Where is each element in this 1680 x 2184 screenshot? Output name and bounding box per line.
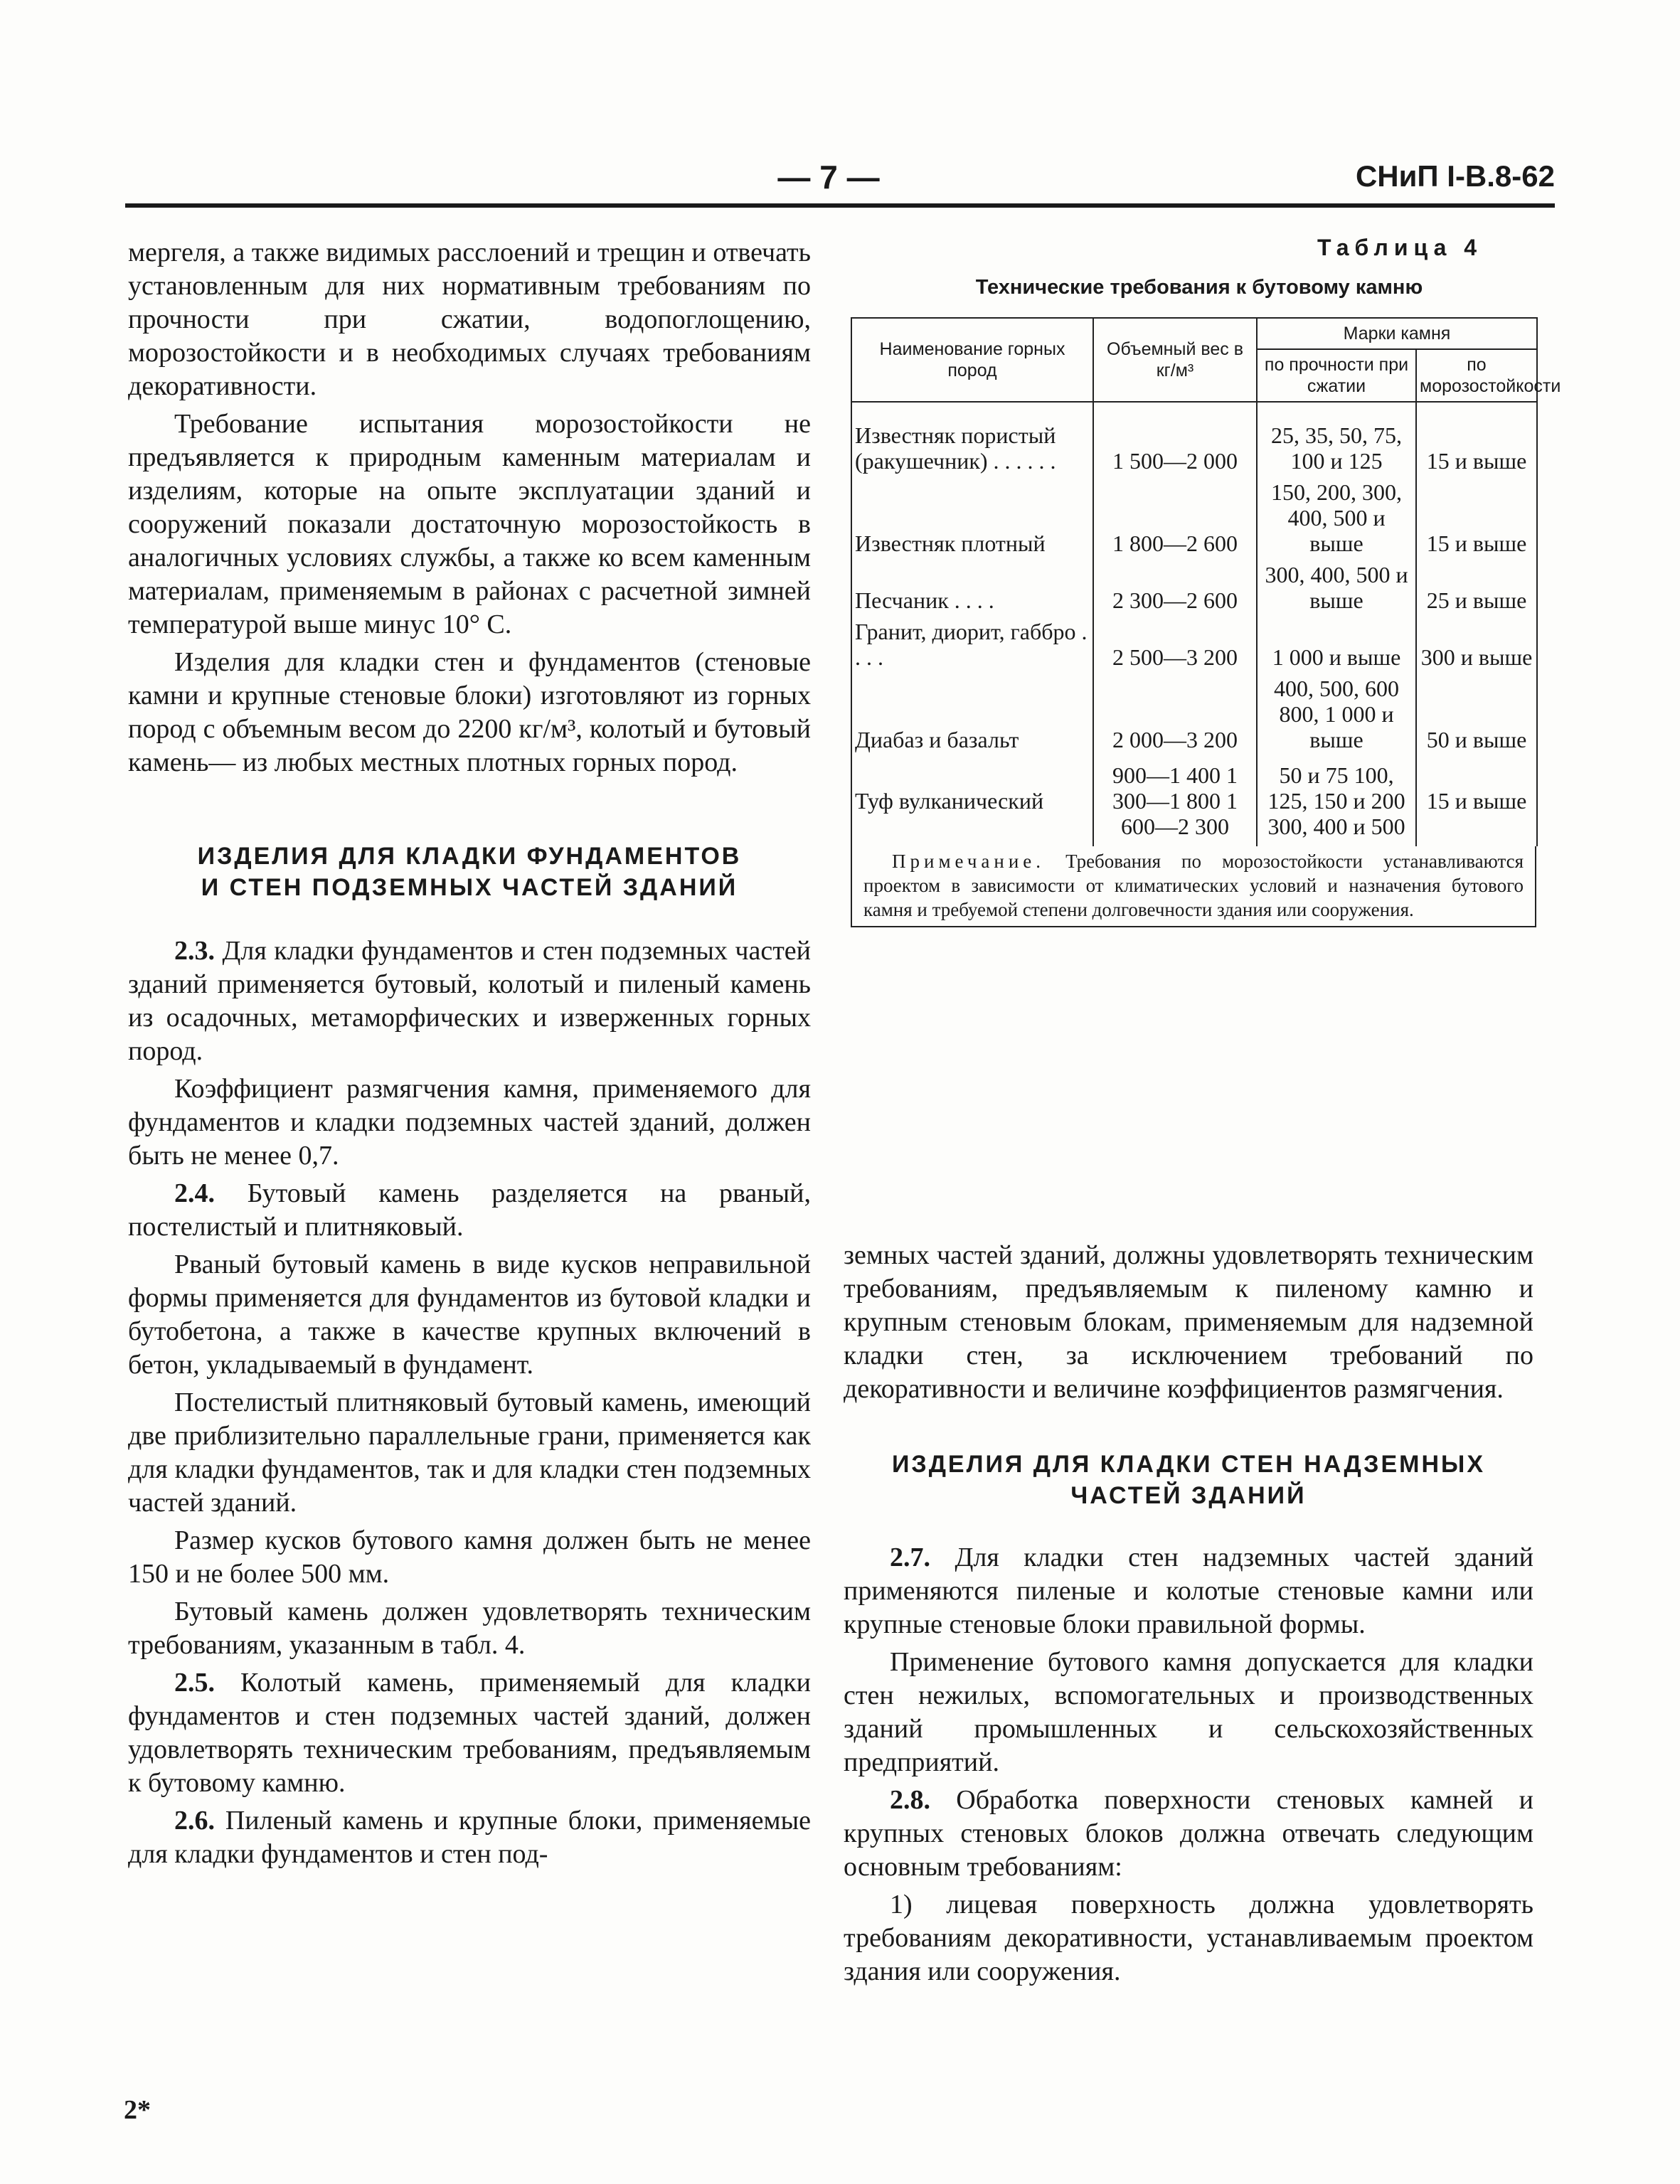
table-caption: Таблица 4 <box>1317 235 1483 260</box>
section-heading-above-ground <box>844 1449 1533 1511</box>
cell-frost: 15 и выше <box>1416 755 1537 846</box>
signature-mark: 2* <box>124 2095 151 2125</box>
clause-2-5 <box>128 1666 811 1800</box>
table-row <box>851 559 1537 616</box>
paragraph: Требование испытания морозостойкости не предъявляется к природным каменным материалам и изделиям, которые на опыте эксплуатации зданий и сооружений показали достаточную морозостойкость в аналогичных условиях службы, а также ко всем каменным материалам, применяемым в районах с расчетной зимней температурой выше минус 10° С. <box>128 409 811 639</box>
cell-rock: Известняк пористый (ракушечник) . . . . . . <box>851 420 1093 476</box>
cell-rock: Песчаник . . . . <box>851 559 1093 616</box>
clause-number: 2.6. <box>174 1806 215 1836</box>
paragraph: Применение бутового камня допускается для кладки стен нежилых, вспомогательных и производственных зданий промышленных и сельскохозяйственных предприятий. <box>844 1647 1533 1777</box>
header-strength: по прочности при сжатии <box>1257 349 1416 402</box>
table-row <box>851 755 1537 846</box>
clause-text: Колотый камень, применяемый для кладки фундаментов и стен подземных частей зданий, должен удовлетворять техническим требованиям, предъявляемым к бутовому камню. <box>128 1668 811 1798</box>
paragraph: Размер кусков бутового камня должен быть не менее 150 и не более 500 мм. <box>128 1525 811 1589</box>
cell-weight: 2 300—2 600 <box>1093 559 1257 616</box>
heading-line: И СТЕН ПОДЗЕМНЫХ ЧАСТЕЙ ЗДАНИЙ <box>201 874 738 901</box>
cell-strength: 1 000 и выше <box>1257 616 1416 673</box>
clause-text: Обработка поверхности стеновых камней и крупных стеновых блоков должна отвечать следующим основным требованиям: <box>844 1785 1533 1882</box>
paragraph: Бутовый камень должен удовлетворять техническим требованиям, указанным в табл. 4. <box>128 1597 811 1660</box>
heading-line: ИЗДЕЛИЯ ДЛЯ КЛАДКИ СТЕН НАДЗЕМНЫХ <box>891 1451 1486 1478</box>
table-row <box>851 420 1537 476</box>
paragraph: мергеля, а также видимых расслоений и трещин и отвечать установленным для них нормативным требованиям по прочности при сжатии, водопоглощению, морозостойкости и в необходимых случаях требованиям декоративности. <box>128 238 811 401</box>
cell-rock: Известняк плотный <box>851 476 1093 559</box>
note-label: Примечание. <box>892 851 1046 872</box>
clause-text: Для кладки стен надземных частей зданий применяются пиленые и колотые стеновые камни или крупные стеновые блоки правильной формы. <box>844 1543 1534 1639</box>
cell-weight: 1 500—2 000 <box>1093 420 1257 476</box>
document-code: СНиП I-В.8-62 <box>1355 159 1555 193</box>
paragraph: Постелистый плитняковый бутовый камень, имеющий две приблизительно параллельные грани, применяется как для кладки фундаментов, так и для кладки стен подземных частей зданий. <box>128 1387 811 1518</box>
clause-number: 2.8. <box>890 1785 930 1815</box>
cell-frost: 15 и выше <box>1416 476 1537 559</box>
paragraph: Изделия для кладки стен и фундаментов (стеновые камни и крупные стеновые блоки) изготовляют из горных пород с объемным весом до 2200 кг/м³, колотый и бутовый камень— из любых местных плотных горных пород. <box>128 647 811 777</box>
table-row <box>851 673 1537 755</box>
header-rule <box>125 203 1555 208</box>
clause-number: 2.7. <box>890 1543 930 1572</box>
table-note <box>851 846 1536 927</box>
header-grades: Марки камня <box>1257 318 1537 349</box>
right-column <box>844 1239 1533 1993</box>
cell-strength: 50 и 75 100, 125, 150 и 200 300, 400 и 500 <box>1257 755 1416 846</box>
cell-strength: 25, 35, 50, 75, 100 и 125 <box>1257 420 1416 476</box>
cell-frost: 50 и выше <box>1416 673 1537 755</box>
table-4 <box>851 317 1561 1220</box>
table-row <box>851 476 1537 559</box>
cell-frost: 15 и выше <box>1416 420 1537 476</box>
clause-text: Пиленый камень и крупные блоки, применяемые для кладки фундаментов и стен под- <box>128 1806 811 1869</box>
clause-2-3 <box>128 934 811 1068</box>
cell-weight: 1 800—2 600 <box>1093 476 1257 559</box>
paragraph: 1) лицевая поверхность должна удовлетворять требованиям декоративности, устанавливаемым проектом здания или сооружения. <box>844 1890 1533 1986</box>
clause-2-6 <box>128 1804 811 1871</box>
cell-strength: 150, 200, 300, 400, 500 и выше <box>1257 476 1416 559</box>
table-title: Технические требования к бутовому камню <box>975 276 1423 299</box>
paragraph: земных частей зданий, должны удовлетворять техническим требованиям, предъявляемым к пиленому камню и крупным стеновым блокам, применяемым для надземной кладки стен, за исключением требований по декоративности и величине коэффициентов размягчения. <box>844 1240 1533 1404</box>
page-number: — 7 — <box>777 159 880 196</box>
cell-weight: 2 500—3 200 <box>1093 616 1257 673</box>
cell-weight: 2 000—3 200 <box>1093 673 1257 755</box>
table-row <box>851 616 1537 673</box>
clause-number: 2.5. <box>174 1668 215 1698</box>
cell-frost: 300 и выше <box>1416 616 1537 673</box>
clause-number: 2.3. <box>174 936 215 966</box>
clause-2-7 <box>844 1541 1533 1641</box>
cell-rock: Диабаз и базальт <box>851 673 1093 755</box>
cell-weight: 900—1 400 1 300—1 800 1 600—2 300 <box>1093 755 1257 846</box>
note-text: Требования по морозостойкости устанавливаются проектом в зависимости от климатических условий и назначения бутового камня и требуемой степени долговечности здания или сооружения. <box>863 851 1524 920</box>
clause-text: Бутовый камень разделяется на рваный, постелистый и плитняковый. <box>128 1178 812 1242</box>
paragraph: Рваный бутовый камень в виде кусков неправильной формы применяется для фундаментов из бутовой кладки и бутобетона, а также в качестве крупных включений в бетон, укладываемый в фундамент. <box>128 1250 811 1380</box>
paragraph: Коэффициент размягчения камня, применяемого для фундаментов и кладки подземных частей зданий, должен быть не менее 0,7. <box>128 1074 811 1171</box>
section-heading-foundations <box>128 841 811 903</box>
cell-frost: 25 и выше <box>1416 559 1537 616</box>
clause-text: Для кладки фундаментов и стен подземных частей зданий применяется бутовый, колотый и пиленый камень из осадочных, метаморфических и изверженных горных пород. <box>128 936 812 1066</box>
clause-2-4 <box>128 1177 811 1244</box>
header-weight: Объемный вес в кг/м³ <box>1093 318 1257 402</box>
left-column <box>128 236 811 1875</box>
heading-line: ЧАСТЕЙ ЗДАНИЙ <box>1070 1482 1307 1509</box>
clause-number: 2.4. <box>174 1178 215 1208</box>
header-rock: Наименование горных пород <box>851 318 1093 402</box>
cell-rock: Гранит, диорит, габбро . . . . <box>851 616 1093 673</box>
cell-strength: 400, 500, 600 800, 1 000 и выше <box>1257 673 1416 755</box>
clause-2-8 <box>844 1784 1533 1884</box>
heading-line: ИЗДЕЛИЯ ДЛЯ КЛАДКИ ФУНДАМЕНТОВ <box>197 843 742 870</box>
cell-strength: 300, 400, 500 и выше <box>1257 559 1416 616</box>
header-frost: по морозостойкости <box>1416 349 1537 402</box>
requirements-table <box>851 317 1561 846</box>
cell-rock: Туф вулканический <box>851 755 1093 846</box>
